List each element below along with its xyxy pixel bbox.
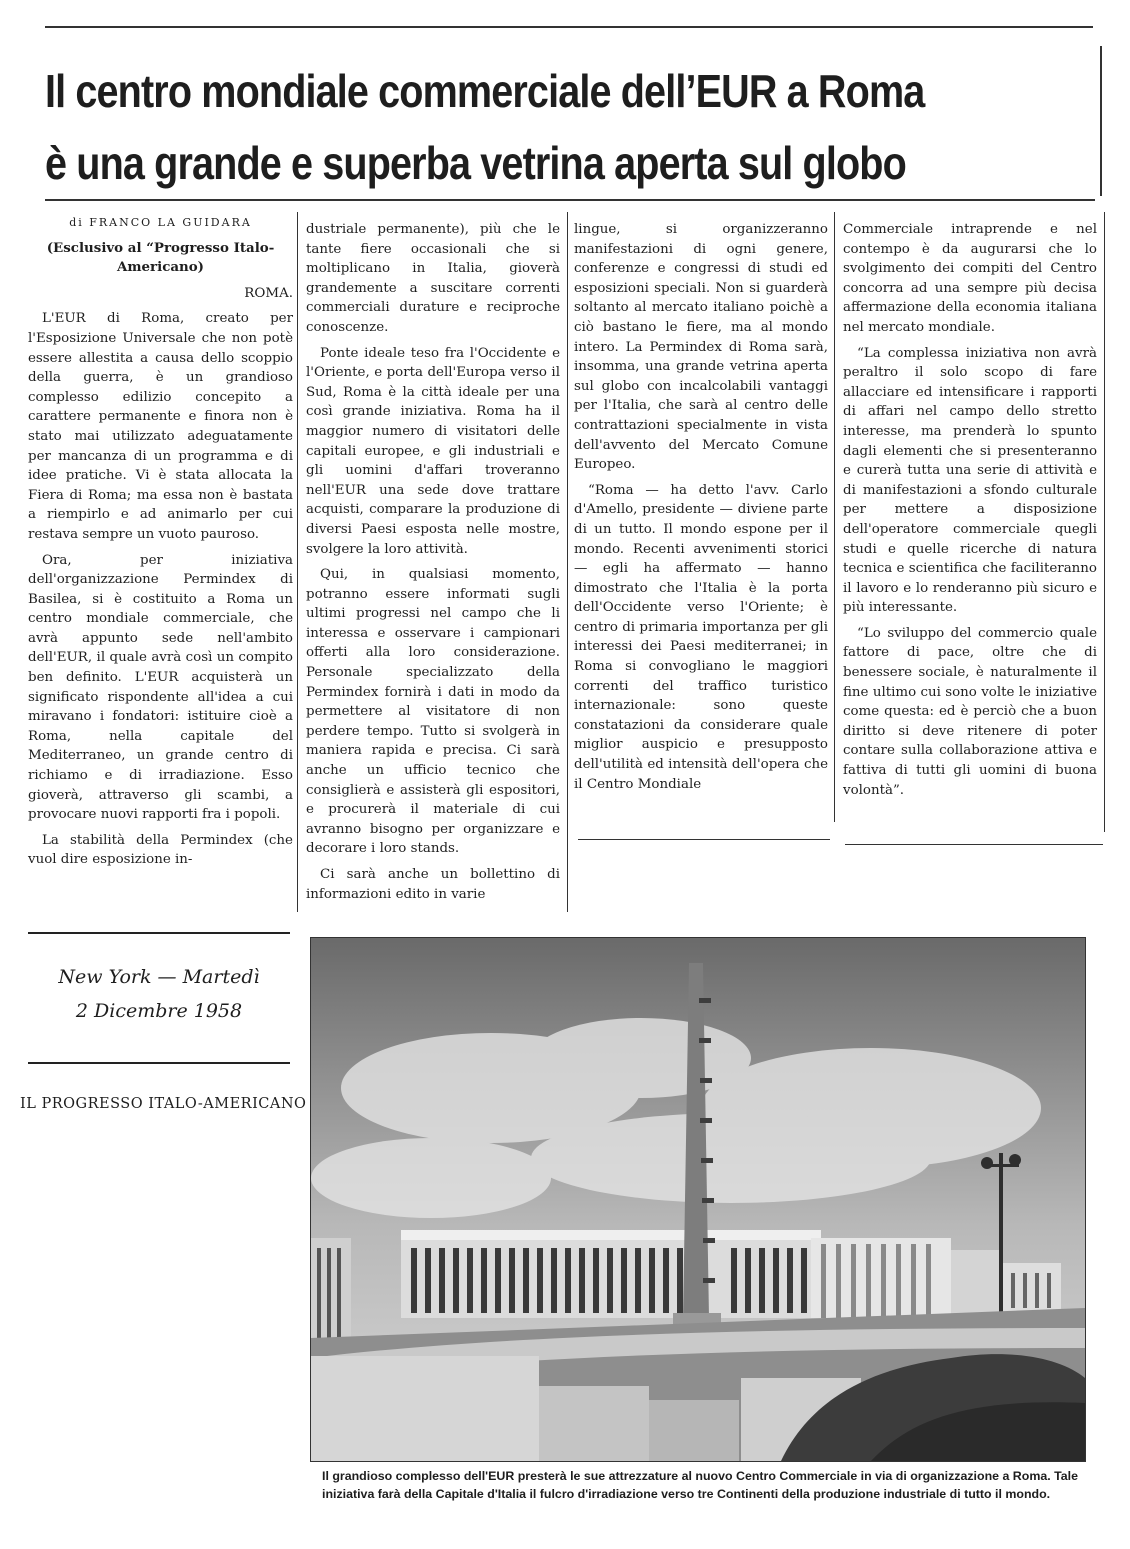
article-column-4 <box>843 220 1097 800</box>
date-box <box>28 932 290 1064</box>
byline: di FRANCO LA GUIDARA <box>69 216 252 229</box>
col4-paragraph-1: Commerciale intraprende e nel contempo è da augurarsi che lo svolgimento dei compiti del Centro concorra ad una sempre più decisa affermazione della economia italiana nel mercato mondiale. <box>843 222 1097 335</box>
date-line-1: New York — Martedì <box>58 966 260 988</box>
top-rule <box>45 26 1093 28</box>
col4-bottom-rule <box>845 844 1103 845</box>
col2-paragraph-1: dustriale permanente), più che le tante fiere occasionali che si moltiplicano in Italia, gioverà grandemente a suscitare correnti commerciali durature e reciproche conoscenze. <box>306 222 560 335</box>
col1-paragraph-2: Ora, per iniziativa dell'organizzazione Permindex di Basilea, si è costituito a Roma un centro mondiale commerciale, che avrà appunto sede nell'ambito dell'EUR, il quale avrà così un compito ben definito. L'EUR acquisterà un significato rispondente all'idea a cui miravano i fondatori: istituire cioè a Roma, nella capitale del Mediterraneo, un grande centro di richiamo e di irradiazione. Esso gioverà, attraverso gli scambi, a provocare nuovi rapporti fra i popoli. <box>28 552 293 823</box>
col3-paragraph-2: “Roma — ha detto l'avv. Carlo d'Amello, presidente — diviene parte di un tutto. Il mondo espone per il mondo. Recenti avvenimenti storici — egli ha affermato — hanno dimostrato che l'Italia è la porta dell'Occidente verso l'Oriente; è centro di primaria importanza per gli interessi dei Paesi mediterranei; in Roma si convogliano le maggiori correnti del traffico turistico internazionale: sono queste constatazioni da considerare quale miglior auspicio e presupposto dell'utilità ed intensità dell'opera che il Centro Mondiale <box>574 482 828 792</box>
col2-paragraph-2: Ponte ideale teso fra l'Occidente e l'Oriente, e porta dell'Europa verso il Sud, Roma è la città ideale per una così grande iniziativa. Roma ha il maggior numero di visitatori delle capitali europee, e gli industriali e gli uomini d'affari troveranno nell'EUR una sede dove trattare acquisti, comparare la produzione di diversi Paesi esposta nelle mostre, svolgere la loro attività. <box>306 345 560 557</box>
col3-paragraph-1: lingue, si organizzeranno manifestazioni di ogni genere, conferenze e congressi di studi ed esposizioni speciali. Non si guarderà soltanto al mercato italiano poichè a ciò bastano le fiere, ma al mondo intero. La Permindex di Roma sarà, insomma, una grande vetrina aperta sul globo con incalcolabili vantaggi per l'Italia, che sarà al centro delle contrattazioni specialmente in vista dell'avvento del Mercato Comune Europeo. <box>574 222 828 473</box>
article-column-1 <box>28 213 293 870</box>
col4-paragraph-2: “La complessa iniziativa non avrà peraltro il solo scopo di fare allacciare ed intensificare i rapporti di affari nel campo dello stretto interesse, ma prenderà lo spunto dagli elementi che si presenteranno e curerà tutta una serie di attività e di manifestazioni a sfondo culturale per mettere a disposizione dell'operatore commerciale quegli studi e quelle ricerche di natura tecnica e scientifica che faciliteranno il lavoro e lo renderanno più sicuro e più interessante. <box>843 345 1097 616</box>
newspaper-name: IL PROGRESSO ITALO-AMERICANO <box>20 1096 307 1112</box>
right-rule <box>1100 46 1102 196</box>
headline-line-1: Il centro mondiale commerciale dell’EUR a Roma <box>45 65 925 117</box>
date-line-2: 2 Dicembre 1958 <box>75 1000 243 1022</box>
col-divider-1 <box>297 212 298 912</box>
dateline: ROMA. <box>244 285 293 301</box>
foreground-wall <box>311 1356 539 1461</box>
article-column-2 <box>306 220 560 904</box>
col1-paragraph-1: L'EUR di Roma, creato per l'Esposizione Universale che non potè essere allestita a causa dello scoppio della guerra, è un grandioso complesso edilizio concepito a carattere permanente e finora non è stato mai utilizzato adeguatamente per mancanza di un programma e di idee pratiche. Vi è stata allocata la Fiera di Roma; ma essa non è bastata a riempirlo e ad animarlo per cui restava sempre un vuoto pauroso. <box>28 311 293 542</box>
col-divider-2 <box>567 212 568 912</box>
exclusive-note: (Esclusivo al “Progresso Italo-Americano) <box>46 239 275 276</box>
headline <box>45 55 948 199</box>
col2-paragraph-4: Ci sarà anche un bollettino di informazioni edito in varie <box>306 867 560 902</box>
col2-paragraph-3: Qui, in qualsiasi momento, potranno essere informati sugli ultimi progressi nel campo che li interessa e osservare i campionari offerti alla loro considerazione. Personale specializzato della Permindex fornirà i dati in modo da permettere al visitatore di non perdere tempo. Tutto si svolgerà in maniera rapida e precisa. Ci sarà anche un ufficio tecnico che consiglierà e assisterà gli espositori, e procurerà il materiale di cui avranno bisogno per organizzare e decorare i loro stands. <box>306 567 560 857</box>
headline-line-2: è una grande e superba vetrina aperta sul globo <box>45 137 906 189</box>
col3-bottom-rule <box>578 839 830 840</box>
article-column-3 <box>574 220 828 794</box>
col-divider-4 <box>1104 212 1105 832</box>
eur-photo <box>310 937 1086 1462</box>
headline-bottom-rule <box>45 199 1095 201</box>
col-divider-3 <box>834 212 835 822</box>
photo-caption: Il grandioso complesso dell'EUR presterà le sue attrezzature al nuovo Centro Commerciale in via di organizzazione a Roma. Tale iniziativa farà della Capitale d'Italia il fulcro d'irradiazione verso tre Continenti della produzione industriale di tutto il mondo. <box>322 1469 1078 1501</box>
col4-paragraph-3: “Lo sviluppo del commercio quale fattore di pace, oltre che di benessere sociale, è naturalmente il fine ultimo cui sono volte le iniziative come questa: ed è perciò che a buon diritto si deve ritenere di poter contare sulla collaborazione attiva e fattiva di tutti gli uomini di buona volontà”. <box>843 625 1097 798</box>
col1-paragraph-3: La stabilità della Permindex (che vuol dire esposizione in- <box>28 832 293 868</box>
